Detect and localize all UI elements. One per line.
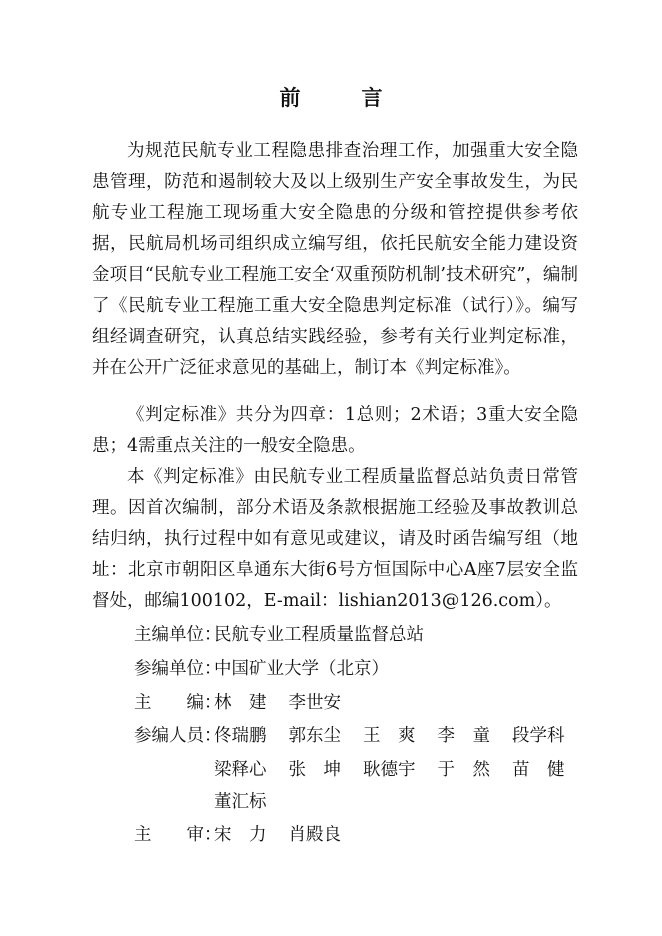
person-name: 苗 健	[512, 760, 565, 780]
credit-value: 中国矿业大学（北京）	[214, 659, 389, 679]
credit-participants	[134, 721, 565, 752]
person-name: 张 坤	[288, 760, 341, 780]
person-name: 李世安	[288, 693, 341, 713]
credit-participating-unit	[134, 654, 389, 685]
credit-label: 主编单位：	[134, 625, 222, 645]
preface-paragraph-management: 本《判定标准》由民航专业工程质量监督总站负责日常管理。因首次编制，部分术语及条款根据施工经验及事故教训总结归纳，执行过程中如有意见或建议，请及时函告编写组（地址：北京市朝阳区阜通东大街6号方恒国际中心A座7层安全监督处，邮编100102，E-mail：lishian2013@126.com）。	[92, 467, 578, 611]
person-name: 林 建	[214, 693, 267, 713]
preface-paragraph-chapters: 《判定标准》共分为四章：1总则；2术语；3重大安全隐患；4需重点关注的一般安全隐患。	[92, 405, 578, 456]
person-name: 段学科	[512, 726, 565, 746]
name-list	[214, 820, 341, 851]
credit-label: 参编人员：	[134, 726, 222, 746]
credit-reviewers	[134, 820, 341, 851]
person-name: 董汇标	[214, 792, 267, 812]
person-name: 王 爽	[363, 726, 416, 746]
page-title: 前 言	[279, 85, 403, 110]
person-name: 梁释心	[214, 760, 267, 780]
person-name: 李 童	[437, 726, 490, 746]
name-list	[214, 688, 341, 719]
credit-chief-unit	[134, 620, 424, 651]
person-name: 宋 力	[214, 825, 267, 845]
credit-participants-row-3	[134, 787, 267, 818]
person-name: 于 然	[437, 760, 490, 780]
credit-chief-editors	[134, 688, 341, 719]
name-list	[214, 755, 565, 786]
name-list	[214, 787, 267, 818]
person-name: 耿德宇	[363, 760, 416, 780]
preface-paragraph-purpose: 为规范民航专业工程隐患排查治理工作，加强重大安全隐患管理，防范和遏制较大及以上级别生产安全事故发生，为民航专业工程施工现场重大安全隐患的分级和管控提供参考依据，民航局机场司组织成立编写组，依托民航安全能力建设资金项目“民航专业工程施工安全‘双重预防机制’技术研究”，编制了《民航专业工程施工重大安全隐患判定标准（试行）》。编写组经调查研究，认真总结实践经验，参考有关行业判定标准，并在公开广泛征求意见的基础上，制订本《判定标准》。	[92, 141, 578, 378]
credit-value: 民航专业工程质量监督总站	[214, 625, 424, 645]
person-name: 佟瑞鹏	[214, 726, 267, 746]
credit-label: 主 审：	[134, 825, 222, 845]
credit-participants-row-2	[134, 755, 565, 786]
name-list	[214, 721, 565, 752]
person-name: 肖殿良	[288, 825, 341, 845]
credit-label: 参编单位：	[134, 659, 222, 679]
credit-label: 主 编：	[134, 693, 222, 713]
person-name: 郭东尘	[288, 726, 341, 746]
